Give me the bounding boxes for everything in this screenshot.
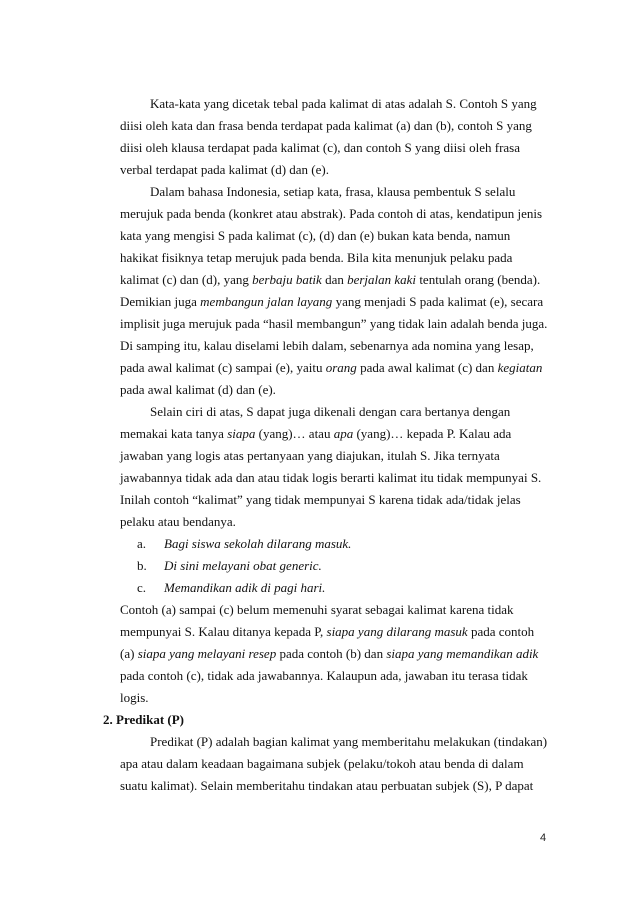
paragraph-2-line-9 xyxy=(120,360,542,376)
example-text-b: Di sini melayani obat generic. xyxy=(164,558,322,573)
paragraph-2-line-3: kata yang mengisi S pada kalimat (c), (d) dan (e) bukan kata benda, namun xyxy=(120,228,511,243)
paragraph-5-line-2: apa atau dalam keadaan bagaimana subjek (pelaku/tokoh atau benda di dalam xyxy=(120,756,524,771)
text-run: pada awal kalimat (c) sampai (e), yaitu xyxy=(120,360,326,375)
paragraph-3-line-5: Inilah contoh “kalimat” yang tidak mempunyai S karena tidak ada/tidak jelas xyxy=(120,492,521,507)
paragraph-5-line-3: suatu kalimat). Selain memberitahu tindakan atau perbuatan subjek (S), P dapat xyxy=(120,778,534,793)
paragraph-1-line-3: diisi oleh klausa terdapat pada kalimat (c), dan contoh S yang diisi oleh frasa xyxy=(120,140,520,155)
paragraph-2-line-5 xyxy=(120,272,540,288)
text-run: pada awal kalimat (c) dan xyxy=(356,360,498,375)
paragraph-1-line-2: diisi oleh kata dan frasa benda terdapat pada kalimat (a) dan (b), contoh S yang xyxy=(120,118,532,133)
italic-term: berjalan kaki xyxy=(347,272,417,287)
paragraph-4-line-4: pada contoh (c), tidak ada jawabannya. Kalaupun ada, jawaban itu terasa tidak xyxy=(120,668,528,683)
paragraph-4-line-1: Contoh (a) sampai (c) belum memenuhi syarat sebagai kalimat karena tidak xyxy=(120,602,514,617)
paragraph-3-line-4: jawabannya tidak ada dan atau tidak logis berarti kalimat itu tidak mempunyai S. xyxy=(120,470,542,485)
text-run: (a) xyxy=(120,646,138,661)
text-run: yang menjadi S pada kalimat (e), secara xyxy=(332,294,544,309)
paragraph-2-line-1: Dalam bahasa Indonesia, setiap kata, frasa, klausa pembentuk S selalu xyxy=(150,184,516,199)
text-run: dan xyxy=(321,272,348,287)
italic-term: apa xyxy=(333,426,354,441)
italic-term: berbaju batik xyxy=(252,272,322,287)
paragraph-2-line-2: merujuk pada benda (konkret atau abstrak). Pada contoh di atas, kendatipun jenis xyxy=(120,206,543,221)
paragraph-2-line-8: Di samping itu, kalau diselami lebih dalam, sebenarnya ada nomina yang lesap, xyxy=(120,338,534,353)
text-run: memakai kata tanya xyxy=(120,426,228,441)
example-text-c: Memandikan adik di pagi hari. xyxy=(164,580,326,595)
text-run: pada contoh xyxy=(467,624,535,639)
text-run: mempunyai S. Kalau ditanya kepada P, xyxy=(120,624,327,639)
page-number: 4 xyxy=(540,832,547,844)
italic-term: membangun jalan layang xyxy=(200,294,333,309)
example-text-a: Bagi siswa sekolah dilarang masuk. xyxy=(164,536,352,551)
paragraph-3-line-3: jawaban yang logis atas pertanyaan yang diajukan, itulah S. Jika ternyata xyxy=(120,448,500,463)
text-run: (yang)… atau xyxy=(255,426,334,441)
italic-term: kegiatan xyxy=(497,360,543,375)
example-marker-c: c. xyxy=(137,580,147,595)
text-run: (yang)… kepada P. Kalau ada xyxy=(353,426,512,441)
example-marker-b: b. xyxy=(137,558,147,573)
italic-term: siapa xyxy=(227,426,256,441)
text-run: pada contoh (b) dan xyxy=(276,646,387,661)
text-run: tentulah orang (benda). xyxy=(416,272,541,287)
italic-term: siapa yang dilarang masuk xyxy=(326,624,468,639)
paragraph-2-line-10: pada awal kalimat (d) dan (e). xyxy=(120,382,276,397)
text-run: Demikian juga xyxy=(120,294,201,309)
paragraph-1-line-1: Kata-kata yang dicetak tebal pada kalimat di atas adalah S. Contoh S yang xyxy=(150,96,537,111)
paragraph-4-line-2 xyxy=(120,624,534,640)
paragraph-2-line-6 xyxy=(120,294,543,310)
italic-term: siapa yang melayani resep xyxy=(137,646,277,661)
paragraph-2-line-4: hakikat fisiknya tetap merujuk pada benda. Bila kita menunjuk pelaku pada xyxy=(120,250,513,265)
paragraph-1-line-4: verbal terdapat pada kalimat (d) dan (e). xyxy=(120,162,329,177)
italic-term: siapa yang memandikan adik xyxy=(386,646,539,661)
paragraph-3-line-6: pelaku atau bendanya. xyxy=(120,514,236,529)
paragraph-3-line-1: Selain ciri di atas, S dapat juga dikenali dengan cara bertanya dengan xyxy=(150,404,511,419)
paragraph-3-line-2 xyxy=(120,426,511,442)
example-marker-a: a. xyxy=(137,536,147,551)
paragraph-4-line-3 xyxy=(120,646,538,662)
paragraph-5-line-1: Predikat (P) adalah bagian kalimat yang memberitahu melakukan (tindakan) xyxy=(150,734,548,749)
paragraph-4-line-5: logis. xyxy=(120,690,149,705)
italic-term: orang xyxy=(325,360,357,375)
section-heading-predikat: 2. Predikat (P) xyxy=(103,712,184,727)
text-run: kalimat (c) dan (d), yang xyxy=(120,272,253,287)
paragraph-2-line-7: implisit juga merujuk pada “hasil membangun” yang tidak lain adalah benda juga. xyxy=(120,316,548,331)
